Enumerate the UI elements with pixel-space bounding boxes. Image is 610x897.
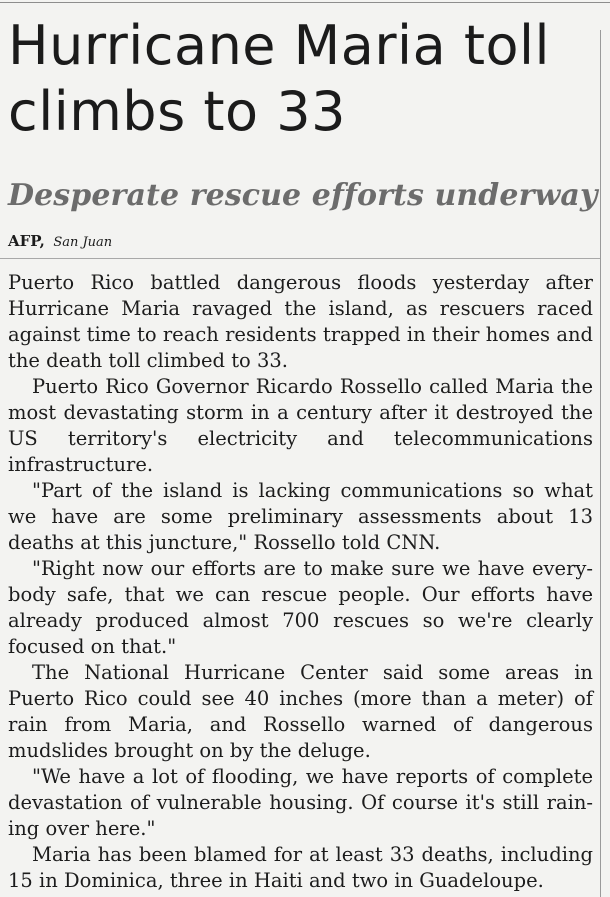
article-paragraph: "We have a lot of flooding, we have reports of complete devastation of vulnerable housing. Of course it's still raining over here." <box>8 765 593 840</box>
headline: Hurricane Maria toll climbs to 33 <box>8 14 551 143</box>
byline-agency: AFP, <box>8 232 45 250</box>
top-rule <box>0 2 610 3</box>
article-paragraph: Maria has been blamed for at least 33 deaths, including 15 in Dominica, three in Haiti and two in Guadeloupe. <box>8 843 593 892</box>
article-paragraph: "Right now our efforts are to make sure we have everybody safe, that we can rescue people. Our efforts have already produced almost 700 rescues so we're clearly focused on that." <box>8 557 593 658</box>
byline <box>8 231 112 253</box>
article-paragraph: Puerto Rico Governor Ricardo Rossello called Maria the most devastating storm in a century after it destroyed the US territory's electricity and telecommunications infrastructure. <box>8 375 593 476</box>
column-rule <box>600 30 601 897</box>
article-paragraph: Puerto Rico battled dangerous floods yesterday after Hurricane Maria ravaged the island, as rescuers raced against time to reach residents trapped in their homes and the death toll climbed to 33. <box>8 271 593 372</box>
article-body <box>8 270 593 894</box>
subheadline: Desperate rescue efforts underway <box>8 178 598 213</box>
byline-location: San Juan <box>53 235 113 250</box>
article-paragraph: The National Hurricane Center said some areas in Puerto Rico could see 40 inches (more than a meter) of rain from Maria, and Rossello warned of dangerous mudslides brought on by the deluge. <box>8 661 593 762</box>
article-paragraph: "Part of the island is lacking communications so what we have are some preliminary assessments about 13 deaths at this juncture," Rossello told CNN. <box>8 479 593 554</box>
byline-rule <box>0 258 600 259</box>
